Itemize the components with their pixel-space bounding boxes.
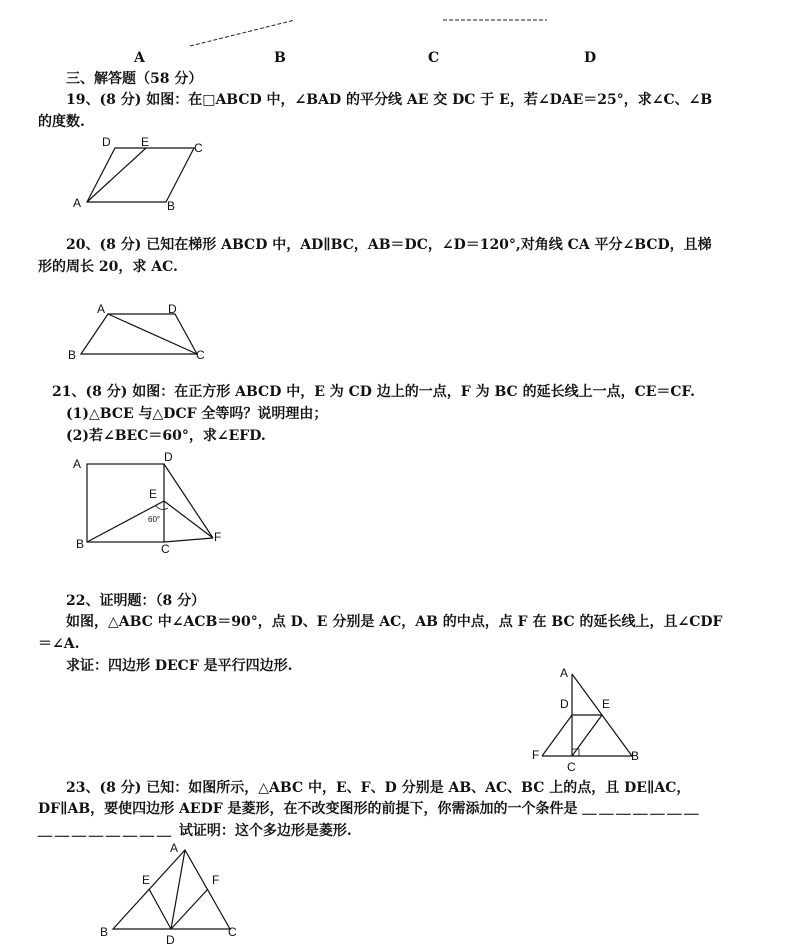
q19-label-a: A [73, 196, 82, 210]
q22-label-e: E [602, 697, 611, 711]
q22-label-b: B [631, 749, 640, 763]
q21-text-line1: 21、(8 分) 如图：在正方形 ABCD 中，E 为 CD 边上的一点，F 为 BC 的延长线上一点，CE＝CF. [52, 384, 695, 400]
q19-label-c: C [194, 141, 203, 155]
q19-label-d: D [102, 135, 111, 149]
q23-answer-blank-1[interactable]: ＿＿＿＿＿＿＿ [582, 801, 702, 817]
q22-text-line2: 如图，△ABC 中∠ACB＝90°，点 D、E 分别是 AC，AB 的中点，点 F 在 BC 的延长线上，且∠CDF [66, 614, 723, 630]
q19-text-line2: 的度数. [38, 114, 85, 130]
q22-label-f: F [532, 748, 540, 762]
q19-text-line1: 19、(8 分) 如图：在□ABCD 中，∠BAD 的平分线 AE 交 DC 于 E，若∠DAE＝25°，求∠C、∠B [66, 92, 713, 108]
q22-text-line1: 22、证明题：（8 分） [66, 593, 206, 609]
q20-label-d: D [168, 302, 177, 316]
q21-square-figure [60, 450, 240, 560]
q21-text-line3: (2)若∠BEC＝60°，求∠EFD. [66, 428, 266, 444]
q23-line3-text: 试证明：这个多边形是菱形. [178, 823, 352, 839]
q22-label-a: A [560, 666, 569, 680]
q23-label-b: B [100, 925, 109, 939]
q21-text-line2: (1)△BCE 与△DCF 全等吗？说明理由； [66, 406, 328, 422]
q23-text-line1: 23、(8 分) 已知：如图所示，△ABC 中，E、F、D 分别是 AB、AC、BC 上的点，且 DE∥AC， [66, 780, 691, 796]
q23-label-c: C [228, 925, 237, 939]
q20-label-c: C [196, 348, 205, 362]
q20-label-a: A [97, 302, 106, 316]
top-dashed-lines [0, 0, 793, 50]
section-title: 三、解答题（58 分） [66, 71, 203, 87]
q21-label-b: B [76, 537, 85, 551]
q22-text-line3: ＝∠A. [38, 636, 80, 652]
q23-text-line2 [38, 800, 701, 818]
q21-angle-label: 60° [148, 515, 161, 524]
q23-label-f: F [212, 873, 220, 887]
q22-label-d: D [560, 697, 569, 711]
q21-label-a: A [73, 457, 82, 471]
q21-label-f: F [214, 530, 222, 544]
q21-label-c: C [161, 542, 170, 556]
q21-label-d: D [164, 450, 173, 464]
q22-text-line4: 求证：四边形 DECF 是平行四边形. [66, 658, 293, 674]
q23-triangle-figure [90, 838, 260, 950]
q20-trapezoid-figure [60, 298, 220, 368]
q19-label-e: E [141, 135, 150, 149]
q21-label-e: E [149, 487, 158, 501]
q20-text-line1: 20、(8 分) 已知在梯形 ABCD 中，AD∥BC，AB＝DC，∠D＝120°,对角线 CA 平分∠BCD，且梯 [66, 237, 712, 253]
option-c: C [428, 50, 440, 66]
q19-label-b: B [167, 199, 176, 213]
option-a: A [134, 50, 145, 66]
q19-parallelogram-figure [60, 130, 220, 215]
q23-line2-text: DF∥AB，要使四边形 AEDF 是菱形，在不改变图形的前提下，你需添加的一个条件是 [38, 801, 578, 817]
q22-triangle-figure [520, 660, 660, 775]
q20-label-b: B [68, 348, 77, 362]
q23-answer-blank-2[interactable]: ＿＿＿＿＿＿＿＿ [38, 823, 174, 839]
option-b: B [274, 50, 286, 66]
q22-label-c: C [567, 760, 576, 774]
q20-text-line2: 形的周长 20，求 AC. [38, 259, 178, 275]
q23-label-e: E [142, 873, 151, 887]
q23-label-a: A [170, 841, 179, 855]
q23-label-d: D [166, 933, 175, 947]
option-d: D [584, 50, 597, 66]
